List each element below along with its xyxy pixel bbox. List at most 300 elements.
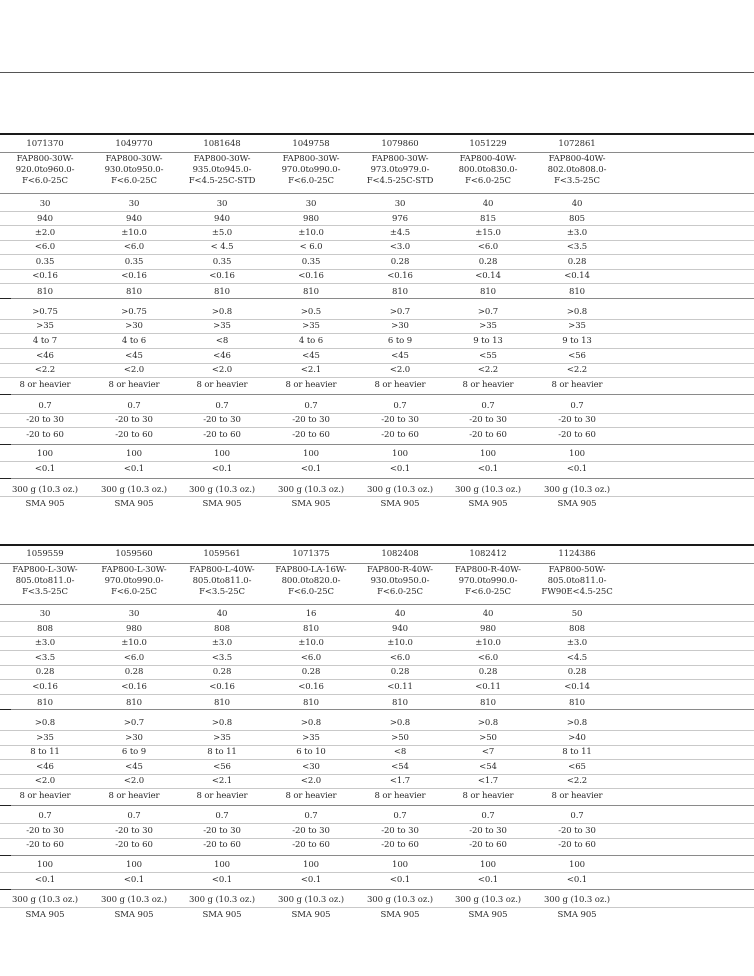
spec-value-cell: 100 bbox=[37, 449, 53, 459]
part-number-cell: 1079860 bbox=[381, 139, 419, 149]
spec-value-cell: ±10.0 bbox=[121, 228, 147, 238]
row-divider bbox=[0, 621, 754, 622]
spec-value-cell: <45 bbox=[391, 351, 409, 361]
model-name-line: F<4.5-25C-STD bbox=[188, 176, 256, 186]
spec-value-cell: <0.16 bbox=[209, 682, 235, 692]
spec-value-cell: <8 bbox=[215, 336, 229, 346]
model-name-line: FAP800-L-30W- bbox=[12, 565, 78, 575]
spec-value-cell: 810 bbox=[480, 287, 496, 297]
spec-value-cell: <0.1 bbox=[566, 875, 588, 885]
spec-value-cell: 815 bbox=[480, 214, 496, 224]
model-name-line: FAP800-30W- bbox=[371, 154, 429, 164]
spec-value-cell: -20 to 60 bbox=[203, 840, 241, 850]
spec-value-cell: -20 to 60 bbox=[558, 840, 596, 850]
spec-value-cell: <7 bbox=[481, 747, 495, 757]
spec-value-cell: <0.11 bbox=[387, 682, 413, 692]
spec-value-cell: 810 bbox=[126, 287, 142, 297]
spec-value-cell: 0.7 bbox=[127, 811, 141, 821]
spec-value-cell: 0.7 bbox=[38, 811, 52, 821]
section-tick bbox=[0, 394, 11, 395]
row-divider bbox=[0, 805, 754, 806]
model-name-line: 805.0to811.0- bbox=[192, 576, 252, 586]
spec-value-cell: ±4.5 bbox=[389, 228, 411, 238]
spec-value-cell: ±3.0 bbox=[211, 638, 233, 648]
model-name-line: FAP800-L-30W- bbox=[101, 565, 167, 575]
row-divider bbox=[0, 759, 754, 760]
row-divider bbox=[0, 774, 754, 775]
model-name-line: F<3.5-25C bbox=[22, 587, 68, 597]
spec-value-cell: 30 bbox=[216, 199, 228, 209]
spec-value-cell: <6.0 bbox=[477, 653, 499, 663]
model-name-line: 970.0to990.0- bbox=[458, 576, 518, 586]
spec-value-cell: 4 to 7 bbox=[32, 336, 58, 346]
spec-value-cell: >0.7 bbox=[389, 307, 411, 317]
spec-value-cell: 40 bbox=[216, 609, 228, 619]
spec-value-cell: -20 to 60 bbox=[115, 430, 153, 440]
model-name-line: F<6.0-25C bbox=[22, 176, 68, 186]
spec-value-cell: SMA 905 bbox=[380, 499, 420, 509]
spec-value-cell: 8 or heavier bbox=[108, 791, 160, 801]
row-divider bbox=[0, 823, 754, 824]
row-divider bbox=[0, 225, 754, 226]
spec-value-cell: 810 bbox=[303, 287, 319, 297]
spec-value-cell: <2.0 bbox=[211, 365, 233, 375]
spec-value-cell: 0.7 bbox=[215, 401, 229, 411]
spec-value-cell: 30 bbox=[39, 199, 51, 209]
spec-value-cell: SMA 905 bbox=[291, 499, 331, 509]
row-divider bbox=[0, 496, 754, 497]
row-divider bbox=[0, 665, 754, 666]
row-divider bbox=[0, 269, 754, 270]
spec-value-cell: -20 to 60 bbox=[469, 430, 507, 440]
spec-value-cell: 8 or heavier bbox=[462, 791, 514, 801]
spec-value-cell: 0.7 bbox=[393, 811, 407, 821]
spec-value-cell: >0.5 bbox=[300, 307, 322, 317]
spec-value-cell: 0.28 bbox=[390, 667, 410, 677]
row-divider bbox=[0, 694, 754, 695]
spec-value-cell: 30 bbox=[128, 609, 140, 619]
part-number-cell: 1072861 bbox=[558, 139, 596, 149]
spec-value-cell: SMA 905 bbox=[291, 910, 331, 920]
spec-value-cell: <0.1 bbox=[211, 464, 233, 474]
row-divider bbox=[0, 838, 754, 839]
row-divider bbox=[0, 444, 754, 445]
row-divider bbox=[0, 461, 754, 462]
model-name-line: FAP800-LA-16W- bbox=[275, 565, 347, 575]
spec-value-cell: -20 to 30 bbox=[292, 415, 330, 425]
spec-value-cell: -20 to 30 bbox=[469, 415, 507, 425]
row-divider bbox=[0, 679, 754, 680]
spec-value-cell: >50 bbox=[391, 733, 409, 743]
table-2-header-rule bbox=[0, 544, 754, 546]
spec-value-cell: 8 or heavier bbox=[285, 791, 337, 801]
spec-value-cell: <3.5 bbox=[211, 653, 233, 663]
spec-value-cell: <3.5 bbox=[566, 242, 588, 252]
row-divider bbox=[0, 907, 754, 908]
spec-value-cell: 4 to 6 bbox=[298, 336, 324, 346]
spec-value-cell: 9 to 13 bbox=[562, 336, 592, 346]
spec-value-cell: 300 g (10.3 oz.) bbox=[454, 895, 522, 905]
spec-value-cell: 810 bbox=[569, 287, 585, 297]
model-name-line: F<3.5-25C bbox=[199, 587, 245, 597]
spec-value-cell: >0.8 bbox=[34, 718, 56, 728]
spec-value-cell: -20 to 60 bbox=[558, 430, 596, 440]
spec-value-cell: >0.75 bbox=[32, 307, 58, 317]
spec-value-cell: 0.28 bbox=[212, 667, 232, 677]
spec-value-cell: 8 to 11 bbox=[207, 747, 237, 757]
spec-value-cell: SMA 905 bbox=[557, 910, 597, 920]
spec-value-cell: 100 bbox=[303, 860, 319, 870]
part-number-cell: 1049758 bbox=[292, 139, 330, 149]
spec-value-cell: <0.16 bbox=[298, 271, 324, 281]
spec-value-cell: 30 bbox=[394, 199, 406, 209]
spec-value-cell: <6.0 bbox=[123, 242, 145, 252]
spec-value-cell: 810 bbox=[126, 698, 142, 708]
row-divider bbox=[0, 427, 754, 428]
spec-value-cell: 6 to 10 bbox=[296, 747, 326, 757]
spec-value-cell: SMA 905 bbox=[25, 499, 65, 509]
spec-value-cell: <0.16 bbox=[387, 271, 413, 281]
spec-value-cell: 6 to 9 bbox=[121, 747, 147, 757]
spec-value-cell: 300 g (10.3 oz.) bbox=[277, 485, 345, 495]
spec-value-cell: <0.16 bbox=[298, 682, 324, 692]
spec-value-cell: -20 to 60 bbox=[381, 430, 419, 440]
spec-value-cell: 980 bbox=[126, 624, 142, 634]
spec-value-cell: ±15.0 bbox=[475, 228, 501, 238]
spec-value-cell: >50 bbox=[479, 733, 497, 743]
spec-value-cell: 940 bbox=[126, 214, 142, 224]
model-name-line: FAP800-L-40W- bbox=[189, 565, 255, 575]
model-name-line: F<4.5-25C-STD bbox=[366, 176, 434, 186]
part-number-cell: 1059561 bbox=[203, 549, 241, 559]
spec-value-cell: 810 bbox=[37, 698, 53, 708]
spec-value-cell: <0.1 bbox=[300, 875, 322, 885]
spec-value-cell: <0.16 bbox=[32, 271, 58, 281]
spec-value-cell: 100 bbox=[569, 860, 585, 870]
row-divider bbox=[0, 394, 754, 395]
spec-value-cell: 100 bbox=[392, 449, 408, 459]
model-name-line: FAP800-R-40W- bbox=[367, 565, 433, 575]
spec-value-cell: 100 bbox=[126, 860, 142, 870]
section-tick bbox=[0, 298, 11, 299]
spec-value-cell: <0.14 bbox=[564, 271, 590, 281]
spec-value-cell: 300 g (10.3 oz.) bbox=[366, 485, 434, 495]
spec-value-cell: 810 bbox=[392, 698, 408, 708]
spec-value-cell: SMA 905 bbox=[202, 499, 242, 509]
row-divider bbox=[0, 636, 754, 637]
spec-value-cell: -20 to 30 bbox=[292, 826, 330, 836]
spec-value-cell: -20 to 60 bbox=[26, 840, 64, 850]
spec-value-cell: 0.35 bbox=[35, 257, 55, 267]
model-name-line: F<3.5-25C bbox=[554, 176, 600, 186]
spec-value-cell: <0.1 bbox=[389, 875, 411, 885]
spec-value-cell: <2.0 bbox=[300, 776, 322, 786]
spec-value-cell: 100 bbox=[480, 860, 496, 870]
spec-value-cell: 300 g (10.3 oz.) bbox=[543, 895, 611, 905]
spec-value-cell: 9 to 13 bbox=[473, 336, 503, 346]
spec-value-cell: 8 to 11 bbox=[30, 747, 60, 757]
spec-value-cell: ±10.0 bbox=[298, 228, 324, 238]
spec-value-cell: ±3.0 bbox=[34, 638, 56, 648]
spec-value-cell: 40 bbox=[394, 609, 406, 619]
spec-value-cell: <0.14 bbox=[564, 682, 590, 692]
spec-value-cell: <2.1 bbox=[300, 365, 322, 375]
spec-value-cell: 0.28 bbox=[390, 257, 410, 267]
spec-value-cell: < 6.0 bbox=[299, 242, 323, 252]
model-name-line: FAP800-30W- bbox=[105, 154, 163, 164]
spec-value-cell: -20 to 60 bbox=[381, 840, 419, 850]
spec-value-cell: >30 bbox=[391, 321, 409, 331]
model-name-line: 930.0to950.0- bbox=[370, 576, 430, 586]
spec-value-cell: 40 bbox=[571, 199, 583, 209]
section-tick bbox=[0, 805, 11, 806]
spec-value-cell: 8 or heavier bbox=[551, 380, 603, 390]
row-divider bbox=[0, 855, 754, 856]
spec-value-cell: ±5.0 bbox=[211, 228, 233, 238]
spec-value-cell: <0.1 bbox=[477, 464, 499, 474]
spec-value-cell: <0.1 bbox=[34, 464, 56, 474]
spec-value-cell: 30 bbox=[39, 609, 51, 619]
spec-value-cell: SMA 905 bbox=[114, 910, 154, 920]
spec-value-cell: 300 g (10.3 oz.) bbox=[188, 895, 256, 905]
spec-value-cell: <0.11 bbox=[475, 682, 501, 692]
spec-value-cell: -20 to 60 bbox=[292, 430, 330, 440]
spec-value-cell: <3.5 bbox=[34, 653, 56, 663]
spec-value-cell: 300 g (10.3 oz.) bbox=[188, 485, 256, 495]
spec-value-cell: 0.7 bbox=[481, 811, 495, 821]
model-name-line: F<6.0-25C bbox=[288, 587, 334, 597]
spec-value-cell: <46 bbox=[36, 762, 54, 772]
part-number-cell: 1081648 bbox=[203, 139, 241, 149]
spec-value-cell: 8 or heavier bbox=[374, 791, 426, 801]
part-number-cell: 1082408 bbox=[381, 549, 419, 559]
row-divider bbox=[0, 413, 754, 414]
spec-value-cell: ±10.0 bbox=[121, 638, 147, 648]
spec-value-cell: >40 bbox=[568, 733, 586, 743]
spec-value-cell: 0.35 bbox=[212, 257, 232, 267]
spec-value-cell: 8 or heavier bbox=[108, 380, 160, 390]
spec-value-cell: 8 or heavier bbox=[374, 380, 426, 390]
spec-value-cell: -20 to 30 bbox=[26, 415, 64, 425]
model-name-line: F<6.0-25C bbox=[465, 176, 511, 186]
spec-value-cell: >0.8 bbox=[477, 718, 499, 728]
part-number-cell: 1071375 bbox=[292, 549, 330, 559]
spec-value-cell: 980 bbox=[480, 624, 496, 634]
spec-value-cell: 4 to 6 bbox=[121, 336, 147, 346]
spec-value-cell: 0.28 bbox=[567, 667, 587, 677]
spec-value-cell: 0.28 bbox=[567, 257, 587, 267]
spec-value-cell: >0.8 bbox=[566, 307, 588, 317]
spec-value-cell: 810 bbox=[569, 698, 585, 708]
spec-value-cell: >0.8 bbox=[300, 718, 322, 728]
spec-value-cell: >35 bbox=[568, 321, 586, 331]
spec-value-cell: <0.16 bbox=[121, 271, 147, 281]
spec-value-cell: >0.8 bbox=[211, 307, 233, 317]
spec-value-cell: 940 bbox=[37, 214, 53, 224]
spec-value-cell: 810 bbox=[303, 624, 319, 634]
spec-value-cell: <6.0 bbox=[34, 242, 56, 252]
top-rule bbox=[0, 72, 754, 73]
row-divider bbox=[0, 478, 754, 479]
spec-value-cell: <6.0 bbox=[477, 242, 499, 252]
spec-value-cell: <56 bbox=[213, 762, 231, 772]
spec-value-cell: 100 bbox=[214, 860, 230, 870]
spec-value-cell: <3.0 bbox=[389, 242, 411, 252]
spec-value-cell: >30 bbox=[125, 321, 143, 331]
row-divider bbox=[0, 240, 754, 241]
spec-value-cell: <2.0 bbox=[123, 776, 145, 786]
spec-value-cell: <0.1 bbox=[477, 875, 499, 885]
spec-value-cell: 30 bbox=[305, 199, 317, 209]
spec-value-cell: 940 bbox=[392, 624, 408, 634]
spec-value-cell: 300 g (10.3 oz.) bbox=[454, 485, 522, 495]
model-name-line: F<6.0-25C bbox=[377, 587, 423, 597]
spec-value-cell: -20 to 30 bbox=[203, 415, 241, 425]
spec-value-cell: ±10.0 bbox=[387, 638, 413, 648]
spec-value-cell: 0.28 bbox=[478, 667, 498, 677]
spec-value-cell: >0.7 bbox=[477, 307, 499, 317]
spec-value-cell: <0.1 bbox=[34, 875, 56, 885]
spec-value-cell: 8 to 11 bbox=[562, 747, 592, 757]
table-1-header-rule bbox=[0, 133, 754, 135]
spec-value-cell: -20 to 30 bbox=[26, 826, 64, 836]
spec-value-cell: 16 bbox=[305, 609, 317, 619]
spec-value-cell: 0.7 bbox=[127, 401, 141, 411]
spec-value-cell: >35 bbox=[36, 733, 54, 743]
spec-value-cell: 100 bbox=[392, 860, 408, 870]
row-divider bbox=[0, 298, 754, 299]
row-divider bbox=[0, 363, 754, 364]
spec-value-cell: >35 bbox=[213, 733, 231, 743]
spec-value-cell: 810 bbox=[392, 287, 408, 297]
row-divider bbox=[0, 211, 754, 212]
part-number-cell: 1071370 bbox=[26, 139, 64, 149]
spec-value-cell: 0.7 bbox=[481, 401, 495, 411]
model-name-line: FAP800-40W- bbox=[459, 154, 517, 164]
model-name-line: F<6.0-25C bbox=[111, 176, 157, 186]
part-number-cell: 1082412 bbox=[469, 549, 507, 559]
model-name-line: 805.0to811.0- bbox=[547, 576, 607, 586]
spec-value-cell: 805 bbox=[569, 214, 585, 224]
model-name-line: 973.0to979.0- bbox=[370, 165, 430, 175]
spec-value-cell: 0.7 bbox=[570, 401, 584, 411]
spec-value-cell: 8 or heavier bbox=[551, 791, 603, 801]
spec-value-cell: <2.0 bbox=[389, 365, 411, 375]
section-tick bbox=[0, 478, 11, 479]
spec-value-cell: 808 bbox=[214, 624, 230, 634]
spec-value-cell: SMA 905 bbox=[557, 499, 597, 509]
model-name-line: FW90E<4.5-25C bbox=[541, 587, 613, 597]
model-name-line: 920.0to960.0- bbox=[15, 165, 75, 175]
spec-value-cell: SMA 905 bbox=[468, 910, 508, 920]
spec-value-cell: 8 or heavier bbox=[19, 791, 71, 801]
spec-value-cell: 810 bbox=[480, 698, 496, 708]
spec-value-cell: <0.1 bbox=[389, 464, 411, 474]
spec-value-cell: <2.2 bbox=[566, 776, 588, 786]
section-tick bbox=[0, 889, 11, 890]
spec-value-cell: -20 to 30 bbox=[381, 826, 419, 836]
spec-value-cell: SMA 905 bbox=[25, 910, 65, 920]
row-divider bbox=[0, 193, 754, 194]
spec-value-cell: 100 bbox=[480, 449, 496, 459]
spec-value-cell: <2.2 bbox=[566, 365, 588, 375]
spec-value-cell: <0.16 bbox=[209, 271, 235, 281]
spec-value-cell: -20 to 30 bbox=[115, 415, 153, 425]
spec-value-cell: 40 bbox=[482, 609, 494, 619]
row-divider bbox=[0, 377, 754, 378]
spec-value-cell: 0.28 bbox=[35, 667, 55, 677]
spec-value-cell: -20 to 30 bbox=[203, 826, 241, 836]
spec-value-cell: 0.7 bbox=[570, 811, 584, 821]
model-name-line: FAP800-30W- bbox=[193, 154, 251, 164]
spec-value-cell: 810 bbox=[214, 698, 230, 708]
spec-value-cell: >35 bbox=[213, 321, 231, 331]
spec-value-cell: -20 to 60 bbox=[203, 430, 241, 440]
spec-value-cell: <0.16 bbox=[121, 682, 147, 692]
spec-value-cell: < 4.5 bbox=[210, 242, 234, 252]
spec-value-cell: 810 bbox=[37, 287, 53, 297]
spec-value-cell: -20 to 30 bbox=[558, 826, 596, 836]
row-divider bbox=[0, 348, 754, 349]
spec-value-cell: 0.7 bbox=[393, 401, 407, 411]
model-name-line: FAP800-50W- bbox=[548, 565, 606, 575]
spec-value-cell: 300 g (10.3 oz.) bbox=[277, 895, 345, 905]
spec-value-cell: <2.2 bbox=[477, 365, 499, 375]
spec-value-cell: 0.7 bbox=[304, 811, 318, 821]
spec-value-cell: <6.0 bbox=[389, 653, 411, 663]
spec-value-cell: >0.75 bbox=[121, 307, 147, 317]
spec-value-cell: >0.8 bbox=[389, 718, 411, 728]
spec-value-cell: ±2.0 bbox=[34, 228, 56, 238]
model-name-line: FAP800-30W- bbox=[282, 154, 340, 164]
model-name-line: 805.0to811.0- bbox=[15, 576, 75, 586]
row-divider bbox=[0, 254, 754, 255]
spec-value-cell: 980 bbox=[303, 214, 319, 224]
spec-value-cell: <46 bbox=[213, 351, 231, 361]
spec-value-cell: 50 bbox=[571, 609, 583, 619]
section-tick bbox=[0, 709, 11, 710]
spec-value-cell: <56 bbox=[568, 351, 586, 361]
model-name-line: F<6.0-25C bbox=[111, 587, 157, 597]
spec-value-cell: <45 bbox=[125, 351, 143, 361]
spec-value-cell: <6.0 bbox=[300, 653, 322, 663]
spec-value-cell: >0.8 bbox=[211, 718, 233, 728]
spec-value-cell: ±10.0 bbox=[475, 638, 501, 648]
spec-value-cell: 300 g (10.3 oz.) bbox=[11, 485, 79, 495]
spec-value-cell: 0.35 bbox=[301, 257, 321, 267]
model-name-line: FAP800-40W- bbox=[548, 154, 606, 164]
part-number-cell: 1049770 bbox=[115, 139, 153, 149]
spec-value-cell: <8 bbox=[393, 747, 407, 757]
spec-value-cell: SMA 905 bbox=[468, 499, 508, 509]
spec-value-cell: <0.1 bbox=[123, 464, 145, 474]
spec-value-cell: <2.1 bbox=[211, 776, 233, 786]
spec-value-cell: -20 to 60 bbox=[115, 840, 153, 850]
spec-value-cell: <0.16 bbox=[32, 682, 58, 692]
spec-value-cell: -20 to 60 bbox=[469, 840, 507, 850]
row-divider bbox=[0, 319, 754, 320]
spec-value-cell: 810 bbox=[214, 287, 230, 297]
model-name-line: 800.0to820.0- bbox=[281, 576, 341, 586]
spec-value-cell: 40 bbox=[482, 199, 494, 209]
spec-value-cell: 30 bbox=[128, 199, 140, 209]
spec-value-cell: 300 g (10.3 oz.) bbox=[366, 895, 434, 905]
spec-value-cell: <30 bbox=[302, 762, 320, 772]
row-divider bbox=[0, 563, 754, 564]
spec-value-cell: >35 bbox=[479, 321, 497, 331]
spec-value-cell: -20 to 30 bbox=[558, 415, 596, 425]
spec-value-cell: <46 bbox=[36, 351, 54, 361]
